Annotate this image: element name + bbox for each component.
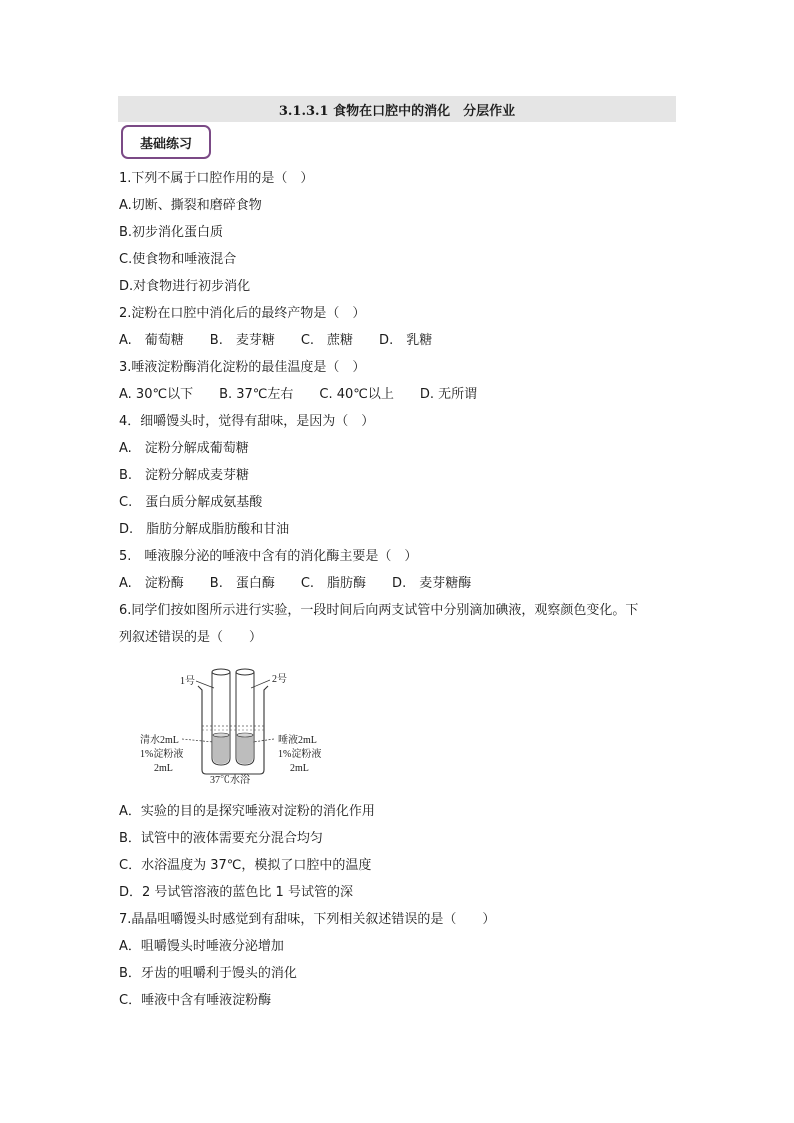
q7-option-b: B．牙齿的咀嚼利于馒头的消化 [119,966,297,981]
right-label-saliva: 唾液2mL [278,735,317,746]
question-6: 6.同学们按如图所示进行实验，一段时间后向两支试管中分别滴加碘液，观察颜色变化。下 [119,603,639,618]
page-title [118,96,676,122]
q1-option-a: A.切断、撕裂和磨碎食物 [119,198,262,213]
q5-options: A. 淀粉酶 B. 蛋白酶 C. 脂肪酶 D. 麦芽糖酶 [119,576,472,591]
question-3: 3.唾液淀粉酶消化淀粉的最佳温度是（ ） [119,360,366,375]
left-label-water: 清水2mL [140,735,179,746]
test-tube-2-icon [236,669,254,765]
left-label-starch: 1%淀粉液 [140,749,184,760]
q4-option-b: B. 淀粉分解成麦芽糖 [119,468,250,483]
section-tag [121,125,211,159]
tube-1-label: 1号 [180,676,195,687]
tube-2-label: 2号 [272,674,287,685]
q4-option-c: C. 蛋白质分解成氨基酸 [119,495,263,510]
q6-option-d: D．2 号试管溶液的蓝色比 1 号试管的深 [119,885,353,900]
water-bath-label: 37℃水浴 [210,775,250,786]
question-5: 5. 唾液腺分泌的唾液中含有的消化酶主要是（ ） [119,549,418,564]
question-4: 4．细嚼馒头时，觉得有甜味，是因为（ ） [119,414,375,429]
left-label-volume: 2mL [154,763,173,774]
q7-option-c: C．唾液中含有唾液淀粉酶 [119,993,272,1008]
q1-option-c: C.使食物和唾液混合 [119,252,237,267]
q1-option-b: B.初步消化蛋白质 [119,225,224,240]
page-title-text: 3.1.3.1 食物在口腔中的消化 分层作业 [278,103,516,119]
question-2: 2.淀粉在口腔中消化后的最终产物是（ ） [119,306,366,321]
q7-option-a: A．咀嚼馒头时唾液分泌增加 [119,939,284,954]
q6-option-b: B．试管中的液体需要充分混合均匀 [119,831,323,846]
question-7: 7.晶晶咀嚼馒头时感觉到有甜味，下列相关叙述错误的是（ ） [119,912,496,927]
question-1: 1.下列不属于口腔作用的是（ ） [119,171,314,186]
right-label-starch: 1%淀粉液 [278,749,322,760]
q6-option-a: A．实验的目的是探究唾液对淀粉的消化作用 [119,804,375,819]
beaker-icon [198,686,268,774]
q6-option-c: C．水浴温度为 37℃，模拟了口腔中的温度 [119,858,372,873]
q2-options: A. 葡萄糖 B. 麦芽糖 C. 蔗糖 D. 乳糖 [119,333,433,348]
question-6-cont: 列叙述错误的是（ ） [119,630,263,645]
q4-option-d: D. 脂肪分解成脂肪酸和甘油 [119,522,290,537]
q1-option-d: D.对食物进行初步消化 [119,279,251,294]
section-tag-text: 基础练习 [139,136,192,152]
experiment-figure [140,662,340,787]
q3-options: A. 30℃以下 B. 37℃左右 C. 40℃以上 D. 无所谓 [119,387,478,402]
q4-option-a: A. 淀粉分解成葡萄糖 [119,441,249,456]
right-label-volume: 2mL [290,763,309,774]
test-tube-1-icon [212,669,230,765]
